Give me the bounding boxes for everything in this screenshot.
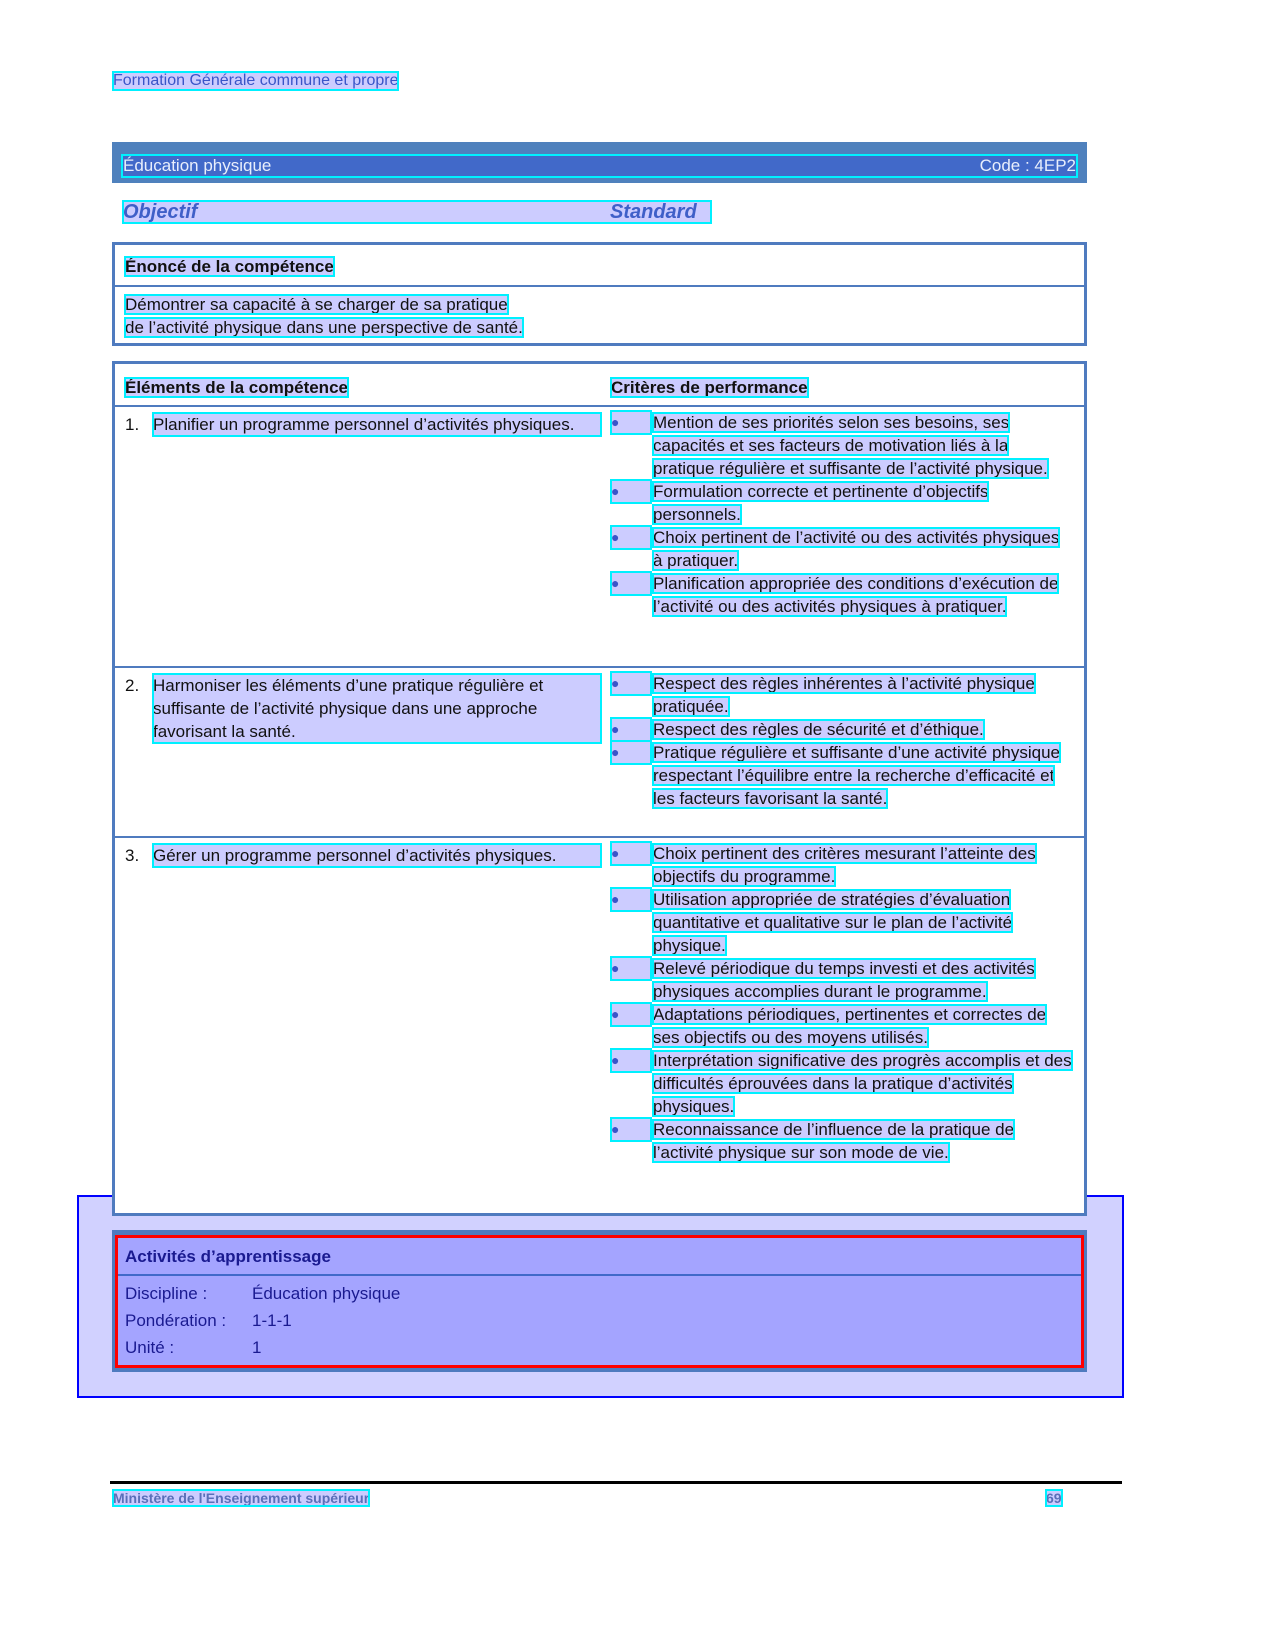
footer-divider bbox=[110, 1481, 1122, 1484]
competence-statement bbox=[112, 242, 1087, 346]
bullet-icon: ● bbox=[611, 480, 651, 503]
element-text: Planifier un programme personnel d’activités physiques. bbox=[153, 413, 601, 436]
criterion-text: Relevé périodique du temps investi et des activités physiques accomplies durant le programme. bbox=[653, 959, 1035, 1001]
objective-line bbox=[123, 201, 711, 223]
bullet-icon: ● bbox=[611, 741, 651, 764]
page-number: 69 bbox=[1046, 1490, 1062, 1506]
criterion-text: Formulation correcte et pertinente d’objectifs personnels. bbox=[653, 482, 989, 524]
statement-line: de l’activité physique dans une perspective de santé. bbox=[125, 318, 523, 337]
learning-activities-box bbox=[112, 1230, 1087, 1372]
bullet-icon: ● bbox=[611, 672, 651, 695]
bullet-icon: ● bbox=[611, 1118, 651, 1141]
weight-value: 1-1-1 bbox=[252, 1311, 292, 1330]
bullet-icon: ● bbox=[611, 1003, 651, 1026]
criterion-item bbox=[611, 1003, 1073, 1049]
criterion-item bbox=[611, 842, 1073, 888]
discipline-value: Éducation physique bbox=[252, 1284, 401, 1303]
weight-label: Pondération : bbox=[125, 1311, 227, 1330]
course-title-bar bbox=[112, 142, 1087, 183]
course-code: Code : 4EP2 bbox=[979, 156, 1076, 175]
bullet-icon: ● bbox=[611, 888, 651, 911]
bullet-icon: ● bbox=[611, 411, 651, 434]
criterion-text: Choix pertinent de l’activité ou des activités physiques à pratiquer. bbox=[653, 528, 1060, 570]
element-number: 3. bbox=[125, 846, 140, 865]
main-flow bbox=[112, 361, 1087, 1521]
criterion-text: Adaptations périodiques, pertinentes et correctes de ses objectifs ou des moyens utilisés. bbox=[653, 1005, 1047, 1047]
elements-table bbox=[112, 361, 1087, 1216]
course-title: Éducation physique bbox=[123, 156, 272, 175]
table-row bbox=[115, 668, 1084, 838]
table-row bbox=[115, 407, 1084, 668]
footer-ministry: Ministère de l'Enseignement supérieur bbox=[113, 1490, 370, 1506]
standard-label: Standard bbox=[610, 201, 697, 223]
bullet-icon: ● bbox=[611, 572, 651, 595]
column-header-elements: Éléments de la compétence bbox=[125, 378, 348, 397]
criterion-item bbox=[611, 1049, 1073, 1118]
criterion-text: Respect des règles de sécurité et d’éthique. bbox=[653, 720, 984, 739]
objective-label: Objectif bbox=[123, 201, 198, 223]
bullet-icon: ● bbox=[611, 957, 651, 980]
discipline-label: Discipline : bbox=[125, 1284, 208, 1303]
bullet-icon: ● bbox=[611, 1049, 651, 1072]
element-text: Harmoniser les éléments d’une pratique régulière et suffisante de l’activité physique dans une approche favorisant la santé. bbox=[153, 674, 601, 743]
criterion-item bbox=[611, 957, 1073, 1003]
criterion-text: Planification appropriée des conditions d’exécution de l’activité ou des activités physiques à pratiquer. bbox=[653, 574, 1059, 616]
table-header bbox=[115, 364, 1084, 407]
activities-heading: Activités d’apprentissage bbox=[118, 1238, 1081, 1276]
table-row bbox=[115, 838, 1084, 1172]
criterion-text: Choix pertinent des critères mesurant l’atteinte des objectifs du programme. bbox=[653, 844, 1036, 886]
bullet-icon: ● bbox=[611, 526, 651, 549]
element-number: 1. bbox=[125, 415, 140, 434]
element-text: Gérer un programme personnel d’activités physiques. bbox=[153, 844, 601, 867]
bullet-icon: ● bbox=[611, 842, 651, 865]
criterion-text: Mention de ses priorités selon ses besoins, ses capacités et ses facteurs de motivation liés à la pratique régulière et suffisante de l’activité physique. bbox=[653, 413, 1048, 478]
criterion-text: Reconnaissance de l’influence de la pratique de l’activité physique sur son mode de vie. bbox=[653, 1120, 1015, 1162]
statement-heading: Énoncé de la compétence bbox=[125, 257, 334, 276]
criterion-text: Interprétation significative des progrès accomplis et des difficultés éprouvées dans la pratique d’activités physiques. bbox=[653, 1051, 1072, 1116]
unit-label: Unité : bbox=[125, 1338, 175, 1357]
unit-value: 1 bbox=[252, 1338, 262, 1357]
criterion-item bbox=[611, 672, 1073, 718]
criterion-text: Pratique régulière et suffisante d’une activité physique respectant l’équilibre entre la recherche d’efficacité et les facteurs favorisant la santé. bbox=[653, 743, 1060, 808]
bullet-icon: ● bbox=[611, 718, 651, 741]
criterion-item bbox=[611, 888, 1073, 957]
footer bbox=[110, 1481, 1122, 1521]
criterion-item bbox=[611, 1118, 1073, 1164]
column-header-criteria: Critères de performance bbox=[611, 378, 808, 397]
criterion-item bbox=[611, 741, 1073, 810]
statement-line: Démontrer sa capacité à se charger de sa pratique bbox=[125, 295, 508, 314]
running-header: Formation Générale commune et propre bbox=[113, 72, 399, 89]
criterion-item bbox=[611, 718, 1073, 741]
criterion-item bbox=[611, 480, 1073, 526]
criterion-item bbox=[611, 572, 1073, 618]
criterion-text: Respect des règles inhérentes à l’activité physique pratiquée. bbox=[653, 674, 1035, 716]
criterion-item bbox=[611, 411, 1073, 480]
element-number: 2. bbox=[125, 676, 140, 695]
criterion-item bbox=[611, 526, 1073, 572]
criterion-text: Utilisation appropriée de stratégies d’évaluation quantitative et qualitative sur le plan de l’activité physique. bbox=[653, 890, 1013, 955]
